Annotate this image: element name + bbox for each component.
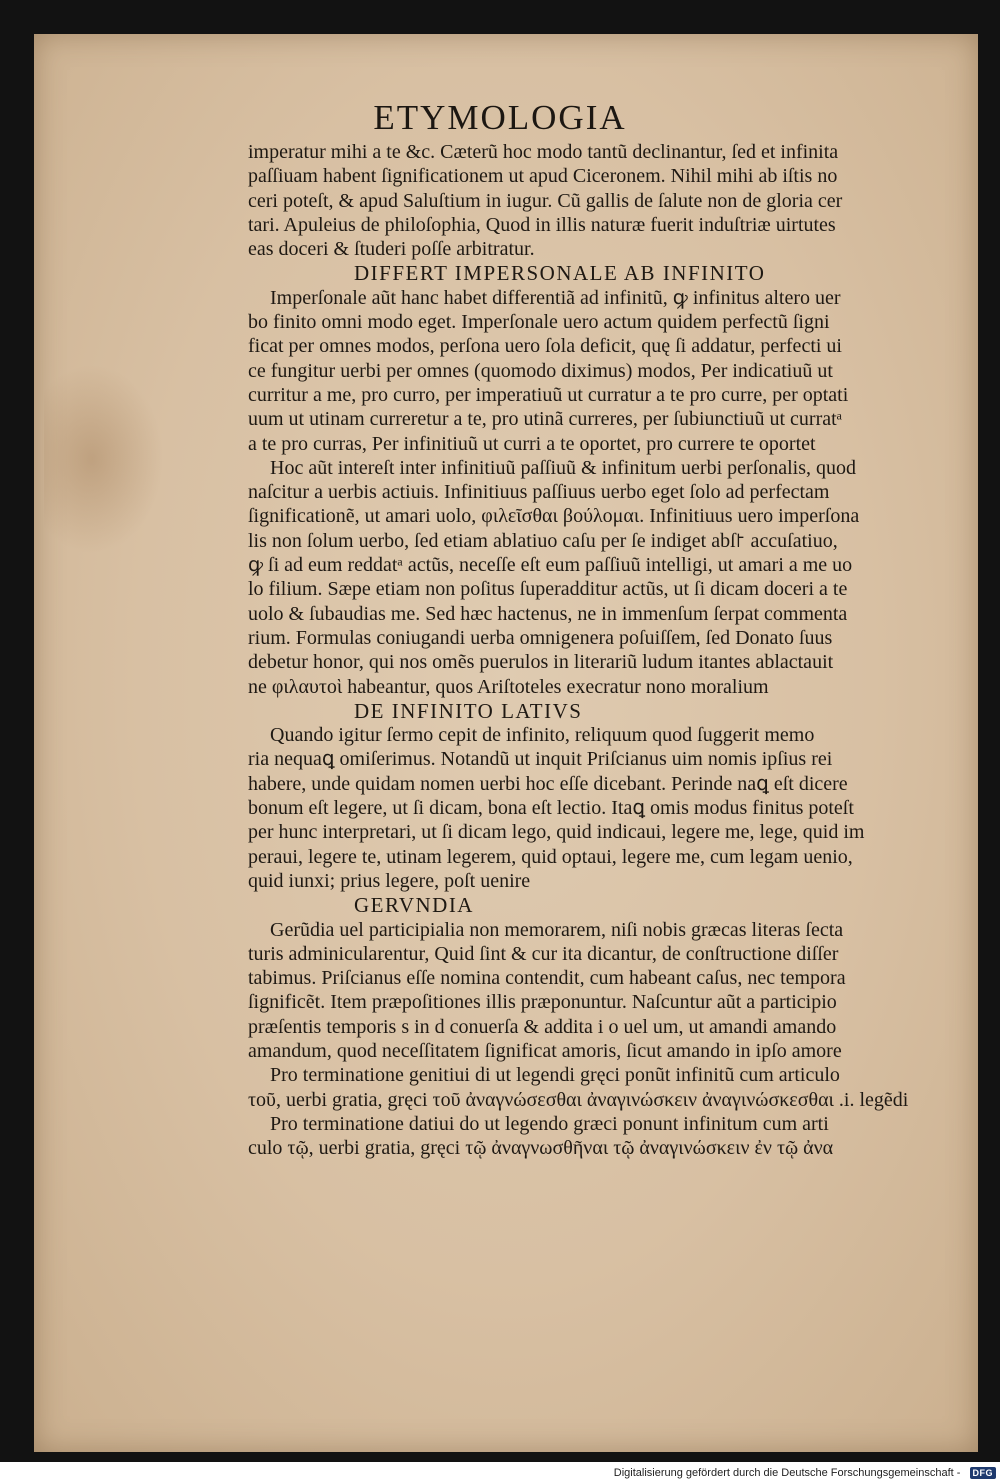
text-line: turis adminicularentur, Quid ſint & cur ita dicantur, de conſtructione diſſer <box>248 942 839 965</box>
text-line: ſignificẽt. Item præpoſitiones illis præponuntur. Naſcuntur aũt a participio <box>248 991 837 1014</box>
text-line: per hunc interpretari, ut ſi dicam lego, quid indicaui, legere me, lege, quid im <box>248 821 865 844</box>
text-line: Imperſonale aũt hanc habet differentiã ad infinitũ, ꝙ infinitus altero uer <box>270 286 841 309</box>
text-line: amandum, quod neceſſitatem ſignificat amoris, ſicut amando in ipſo amore <box>248 1039 842 1062</box>
text-line: Pro terminatione genitiui di ut legendi gręci ponũt infinitũ cum articulo <box>270 1064 840 1087</box>
text-line: ne φιλαυτοὶ habeantur, quos Ariſtoteles execratur nono moralium <box>248 675 769 698</box>
section-heading: DE INFINITO LATIVS <box>354 698 583 723</box>
text-line: tabimus. Priſcianus eſſe nomina contendit, cum habeant caſus, nec tempora <box>248 967 846 990</box>
section-heading: GERVNDIA <box>354 893 474 918</box>
dfg-logo: DFG <box>970 1467 997 1479</box>
text-line: τοῦ, uerbi gratia, gręci τοῦ ἀναγνώσεσθαι ἀναγινώσκειν ἀναγινώσκεσθαι .i. legẽdi <box>248 1088 909 1111</box>
text-line: tari. Apuleius de philoſophia, Quod in illis naturæ fuerit induſtriæ uirtutes <box>248 213 836 236</box>
text-line: habere, unde quidam nomen uerbi hoc eſſe dicebant. Perinde naꝗ eſt dicere <box>248 772 848 795</box>
text-line: ria nequaꝗ omiſerimus. Notandũ ut inquit Priſcianus uim nomis ipſius rei <box>248 748 833 771</box>
text-line: rium. Formulas coniugandi uerba omnigenera poſuiſſem, ſed Donato ſuus <box>248 626 833 649</box>
text-line: bonum eſt legere, ut ſi dicam, bona eſt lectio. Itaꝗ omis modus finitus poteſt <box>248 797 854 820</box>
text-line: Quando igitur ſermo cepit de infinito, reliquum quod ſuggerit memo <box>270 724 815 747</box>
text-block <box>248 140 968 1160</box>
footer <box>0 1464 1000 1482</box>
text-line: quid iunxi; prius legere, poſt uenire <box>248 869 531 892</box>
text-line: Pro terminatione datiui do ut legendo græci ponunt infinitum cum arti <box>270 1112 829 1135</box>
text-line: ce fungitur uerbi per omnes (quomodo diximus) modos, Per indicatiuũ ut <box>248 359 833 382</box>
text-line: præſentis temporis s in d conuerſa & addita i o uel um, ut amandi amando <box>248 1015 837 1038</box>
page-stain <box>44 364 164 554</box>
text-line: lo filium. Sæpe etiam non poſitus ſuperadditur actũs, ut ſi dicam doceri a te <box>248 578 848 601</box>
text-line: lis non ſolum uerbo, ſed etiam ablatiuo caſu per ſe indiget abſ꜓ accuſatiuo, <box>248 529 838 552</box>
text-line: imperatur mihi a te &c. Cæterũ hoc modo tantũ declinantur, ſed et infinita <box>248 141 839 163</box>
page-title: ETYMOLOGIA <box>373 98 627 137</box>
text-line: paſſiuam habent ſignificationem ut apud Ciceronem. Nihil mihi ab iſtis no <box>248 165 838 188</box>
text-line: naſcitur a uerbis actiuis. Infinitiuus paſſiuus uerbo eget ſolo ad perfectam <box>248 481 830 504</box>
text-line: ceri poteſt, & apud Saluſtium in iugur. Cũ gallis de ſalute non de gloria cer <box>248 189 843 212</box>
text-line: a te pro curras, Per infinitiuũ ut curri a te oportet, pro currere te oportet <box>248 432 816 455</box>
text-line: debetur honor, qui nos omẽs puerulos in literariũ ludum itantes ablactauit <box>248 651 834 674</box>
section-heading: DIFFERT IMPERSONALE AB INFINITO <box>354 261 766 286</box>
text-line: ſignificationẽ, ut amari uolo, φιλεῖσθαι βούλομαι. Infinitiuus uero imperſona <box>248 505 860 528</box>
text-line: ꝙ ſi ad eum reddatᵃ actũs, neceſſe eſt eum paſſiuũ intelligi, ut amari a me uo <box>248 554 853 577</box>
footer-credit: Digitalisierung gefördert durch die Deutsche Forschungsgemeinschaft - <box>613 1467 961 1479</box>
text-line: ficat per omnes modos, perſona uero ſola deficit, quę ſi addatur, perfecti ui <box>248 335 842 358</box>
text-line: curritur a me, pro curro, per imperatiuũ ut curratur a te pro curre, per optati <box>248 383 849 406</box>
text-line: eas doceri & ſtuderi poſſe arbitratur. <box>248 238 535 261</box>
text-line: Gerũdia uel participialia non memorarem, niſi nobis græcas literas ſecta <box>270 918 844 941</box>
text-line: uum ut utinam curreretur a te, pro utinã curreres, per ſubiunctiuũ ut curratᵃ <box>248 408 843 431</box>
text-line: peraui, legere te, utinam legerem, quid optaui, legere me, cum legam uenio, <box>248 845 853 868</box>
text-line: uolo & ſubaudias me. Sed hæc hactenus, ne in immenſum ſerpat commenta <box>248 602 848 625</box>
text-line: Hoc aũt intereſt inter infinitiuũ paſſiuũ & infinitum uerbi perſonalis, quod <box>270 456 856 479</box>
text-line: culo τῷ, uerbi gratia, gręci τῷ ἀναγνωσθῆναι τῷ ἀναγινώσκειν ἐν τῷ ἀνα <box>248 1137 834 1160</box>
text-line: bo finito omni modo eget. Imperſonale uero actum quidem perfectũ ſigni <box>248 311 830 334</box>
